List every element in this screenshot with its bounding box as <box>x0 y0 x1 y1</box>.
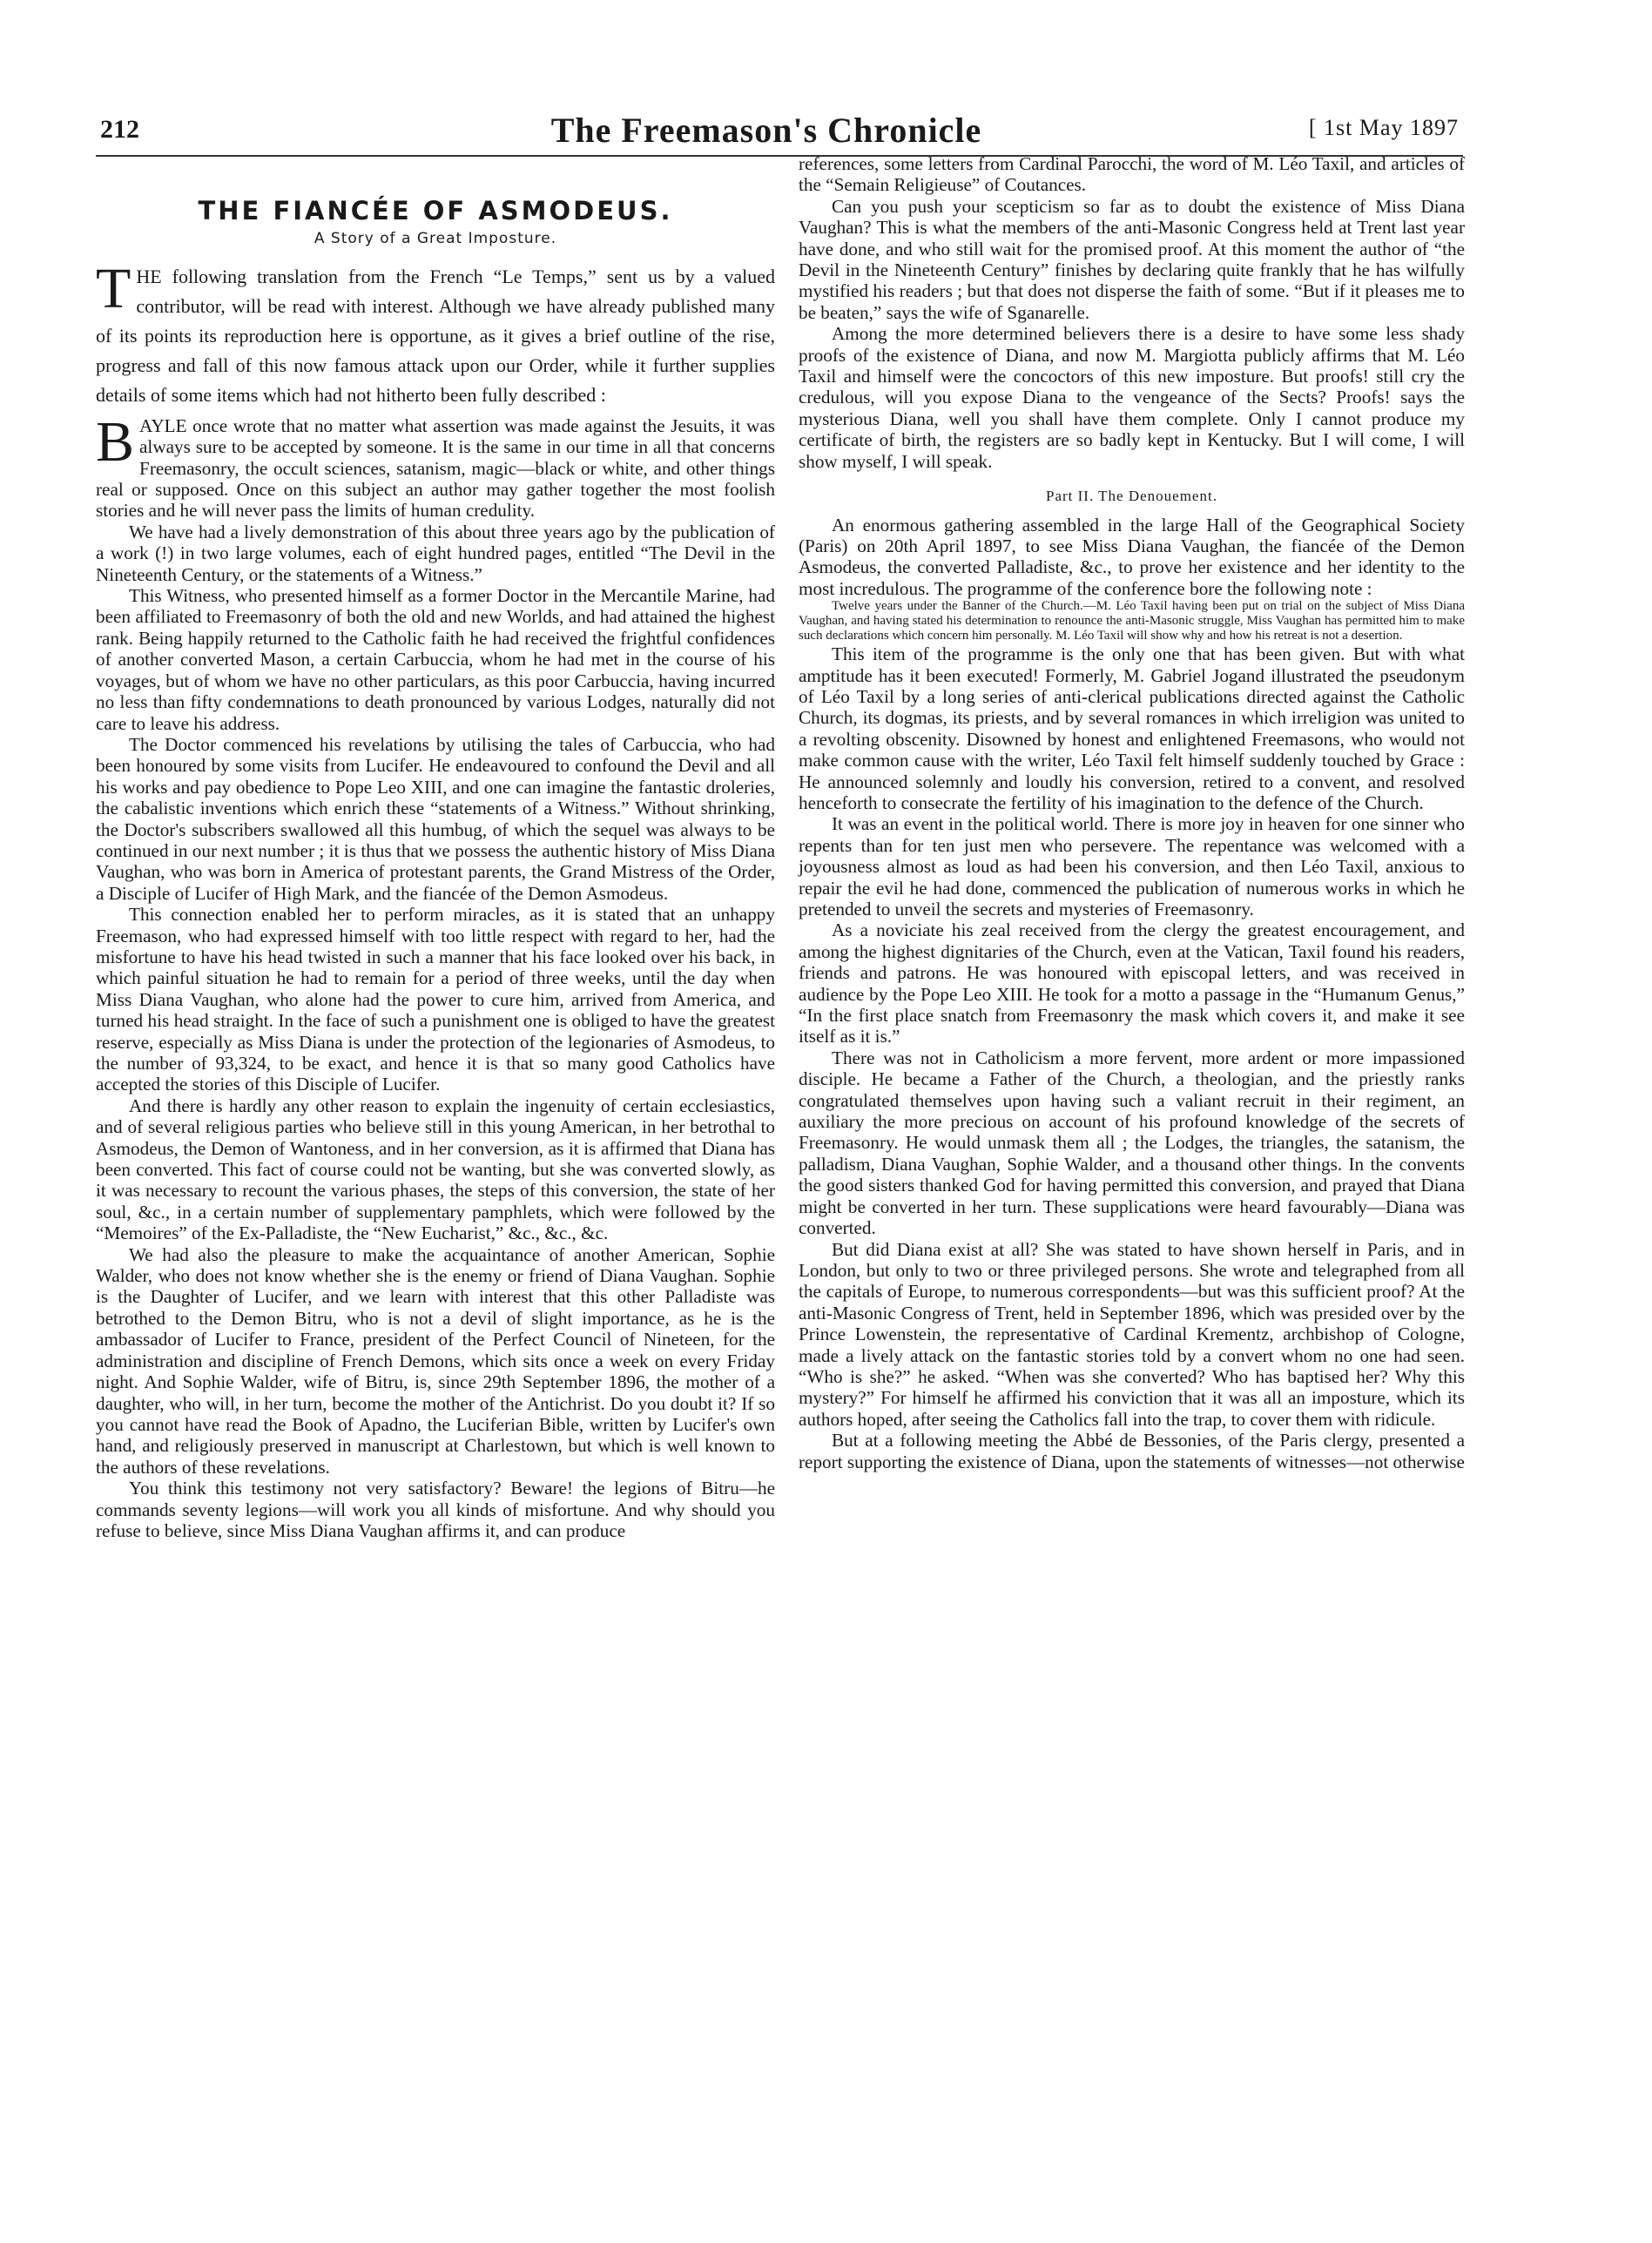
paragraph: references, some letters from Cardinal Parocchi, the word of M. Léo Taxil, and articles of the “Semain Religieuse” of Coutances. <box>799 153 1465 196</box>
article-subtitle: A Story of a Great Imposture. <box>314 230 557 248</box>
paragraph: Can you push your scepticism so far as to doubt the existence of Miss Diana Vaughan? This is what the members of the anti-Masonic Congress held at Trent last year have done, and who still wait for the promised proof. At this moment the author of “the Devil in the Nineteenth Century” finishes by declaring quite frankly that he has wilfully mystified his readers ; but that does not disperse the faith of some. “But if it pleases me to be beaten,” says the wife of Sganarelle. <box>799 195 1465 323</box>
paragraph: We have had a lively demonstration of this about three years ago by the publication of a work (!) in two large volumes, each of eight hundred pages, entitled “The Devil in the Nineteenth Century, or the statements of a Witness.” <box>96 521 775 585</box>
publication-title: The Freemason's Chronicle <box>550 111 982 150</box>
paragraph: There was not in Catholicism a more fervent, more ardent or more impassioned disciple. He became a Father of the Church, a theologian, and the priestly ranks congratulated themselves upon having such a valiant recruit in their regiment, an auxiliary the more precious on account of his profound knowledge of the secrets of Freemasonry. He would unmask them all ; the Lodges, the triangles, the satanism, the palladism, Diana Vaughan, Sophie Walder, and a thousand other things. In the convents the good sisters thanked God for having permitted this conversion, and prayed that Diana might be converted in her turn. These supplications were heard favourably—Diana was converted. <box>799 1047 1465 1239</box>
left-column <box>96 165 775 1541</box>
intro-paragraph: THE following translation from the French “Le Temps,” sent us by a valued contributor, will be read with interest. Although we have already published many of its points its reproduction here is opportune, as it gives a brief outline of the rise, progress and fall of this now famous attack upon our Order, while it further supplies details of some items which had not hitherto been fully described : <box>96 256 775 406</box>
paragraph: As a noviciate his zeal received from the clergy the greatest encouragement, and among the highest dignitaries of the Church, even at the Vatican, Taxil found his readers, friends and patrons. He was honoured with episcopal letters, and was received in audience by the Pope Leo XIII. He took for a motto a passage in the “Humanum Genus,” “In the first place snatch from Freemasonry the mask which covers it, and make it see itself as it is.” <box>799 919 1465 1047</box>
paragraph: But at a following meeting the Abbé de Bessonies, of the Paris clergy, presented a report supporting the existence of Diana, upon the statements of witnesses—not otherwise <box>799 1430 1465 1472</box>
paragraph: This connection enabled her to perform miracles, as it is stated that an unhappy Freemason, who had expressed himself with too little respect with regard to her, had the misfortune to have his head twisted in such a manner that his face looked over his back, in which painful situation he had to remain for a period of three weeks, until the day when Miss Diana Vaughan, who alone had the power to cure him, arrived from America, and turned his head straight. In the face of such a punishment one is obliged to have the greatest reserve, especially as Miss Diana is under the protection of the legionaries of Asmodeus, to the number of 93,324, to be exact, and hence it is that so many good Catholics have accepted the stories of this Disciple of Lucifer. <box>96 904 775 1095</box>
paragraph: Among the more determined believers there is a desire to have some less shady proofs of the existence of Diana, and now M. Margiotta publicly affirms that M. Léo Taxil and himself were the concoctors of this new imposture. But proofs! still cry the credulous, will you expose Diana to the vengeance of the Sects? Proofs! says the mysterious Diana, well you shall have them complete. Only I cannot produce my certificate of birth, the registers are so badly kept in Kentucky. But I will come, I will show myself, I will speak. <box>799 323 1465 472</box>
paragraph: And there is hardly any other reason to explain the ingenuity of certain ecclesiastics, and of several religious parties who believe still in this young American, in her betrothal to Asmodeus, the Demon of Wantoness, and in her conversion, as it is affirmed that Diana has been converted. This fact of course could not be wanting, but she was converted slowly, as it was necessary to recount the various phases, the steps of this conversion, the state of her soul, &c., in a certain number of supplementary pamphlets, which were followed by the “Memoires” of the Ex-Palladiste, the “New Eucharist,” &c., &c., &c. <box>96 1095 775 1244</box>
paragraph: It was an event in the political world. There is more joy in heaven for one sinner who repents than for ten just men who persevere. The repentance was welcomed with a joyousness almost as loud as had been his conversion, and then Léo Taxil, anxious to repair the evil he had done, commenced the publication of numerous works in which he pretended to unveil the secrets and mysteries of Freemasonry. <box>799 813 1465 919</box>
paragraph: BAYLE once wrote that no matter what assertion was made against the Jesuits, it was always sure to be accepted by someone. It is the same in our time in all that concerns Freemasonry, the occult sciences, satanism, magic—black or white, and other things real or supposed. Once on this subject an author may gather together the most foolish stories and he will never pass the limits of human credulity. <box>96 409 775 522</box>
paragraph: You think this testimony not very satisfactory? Beware! the legions of Bitru—he commands seventy legions—will work you all kinds of misfortune. And why should you refuse to believe, since Miss Diana Vaughan affirms it, and can produce <box>96 1478 775 1541</box>
programme-note: Twelve years under the Banner of the Church.—M. Léo Taxil having been put on trial on the subject of Miss Diana Vaughan, and having stated his determination to renounce the anti-Masonic struggle, Miss Vaughan has permitted him to make such declarations which concern him personally. M. Léo Taxil will show why and how his retreat is not a desertion. <box>799 599 1465 643</box>
drop-cap: B <box>96 409 135 474</box>
paragraph: We had also the pleasure to make the acquaintance of another American, Sophie Walder, who does not know whether she is the enemy or friend of Diana Vaughan. Sophie is the Daughter of Lucifer, and we learn with interest that this other Palladiste was betrothed to the Demon Bitru, who is not a devil of slight importance, as he is the ambassador of Lucifer to France, president of the Perfect Council of Nineteen, for the administration and discipline of French Demons, which sits once a week on every Friday night. And Sophie Walder, wife of Bitru, is, since 29th September 1896, the mother of a daughter, who will, in her turn, become the mother of the Antichrist. Do you doubt it? If so you cannot have read the Book of Apadno, the Luciferian Bible, written by Lucifer's own hand, and religiously preserved in manuscript at Charlestown, but which is well known to the authors of these revelations. <box>96 1243 775 1478</box>
paragraph: But did Diana exist at all? She was stated to have shown herself in Paris, and in London, but only to two or three privileged persons. She wrote and telegraphed from all the capitals of Europe, to numerous correspondents—but was this sufficient proof? At the anti-Masonic Congress of Trent, held in September 1896, which was presided over by the Prince Lowenstein, the representative of Cardinal Krementz, archbishop of Cologne, made a lively attack on the fantastic stories told by a convert whom no one had seen. “Who is she?” he asked. “When was she converted? Who has baptised her? Why this mystery?” For himself he affirmed his conviction that it was all an imposture, which its authors hoped, after seeing the Catholics fall into the trap, to cover them with ridicule. <box>799 1238 1465 1430</box>
section-heading: Part II. The Denouement. <box>1046 488 1217 505</box>
paragraph: The Doctor commenced his revelations by utilising the tales of Carbuccia, who had been honoured by some visits from Lucifer. He endeavoured to confound the Devil and all his works and pay obedience to Pope Leo XIII, and one can imagine the fantastic droleries, the cabalistic inventions which enrich these “statements of a Witness.” Without shrinking, the Doctor's subscribers swallowed all this humbug, of which the sequel was always to be continued in our next number ; it is thus that we possess the authentic history of Miss Diana Vaughan, who was born in America of protestant parents, the Grand Mistress of the Order, a Disciple of Lucifer of High Mark, and the fiancée of the Demon Asmodeus. <box>96 733 775 904</box>
paragraph: This item of the programme is the only one that has been given. But with what amptitude has it been executed! Formerly, M. Gabriel Jogand illustrated the pseudonym of Léo Taxil by a long series of anti-clerical publications directed against the Catholic Church, its dogmas, its priests, and by several romances in which irreligion was united to a revolting obscenity. Disowned by honest and enlightened Freemasons, who would not make common cause with the writer, Léo Taxil felt himself suddenly touched by Grace : He announced solemnly and loudly his conversion, retired to a convent, and resolved henceforth to consecrate the fertility of his imagination to the defence of the Church. <box>799 643 1465 813</box>
issue-date: [ 1st May 1897 <box>1308 115 1459 140</box>
page-header <box>74 103 1459 155</box>
article-title: THE FIANCÉE OF ASMODEUS. <box>198 196 673 226</box>
drop-cap: T <box>96 256 131 320</box>
right-column <box>799 153 1465 1472</box>
page-number: 212 <box>100 115 139 144</box>
paragraph: This Witness, who presented himself as a former Doctor in the Mercantile Marine, had been affiliated to Freemasonry of both the old and new Worlds, and had attained the highest rank. Being happily returned to the Catholic faith he had received the frightful confidences of another converted Mason, a certain Carbuccia, whom he had met in the course of his voyages, but of whom we have no other particulars, as this poor Carbuccia, having incurred no less than fifty condemnations to death pronounced by various Lodges, naturally did not care to leave his address. <box>96 585 775 734</box>
paragraph: An enormous gathering assembled in the large Hall of the Geographical Society (Paris) on 20th April 1897, to see Miss Diana Vaughan, the fiancée of the Demon Asmodeus, the converted Palladiste, &c., to prove her existence and her identity to the most incredulous. The programme of the conference bore the following note : <box>799 514 1465 599</box>
